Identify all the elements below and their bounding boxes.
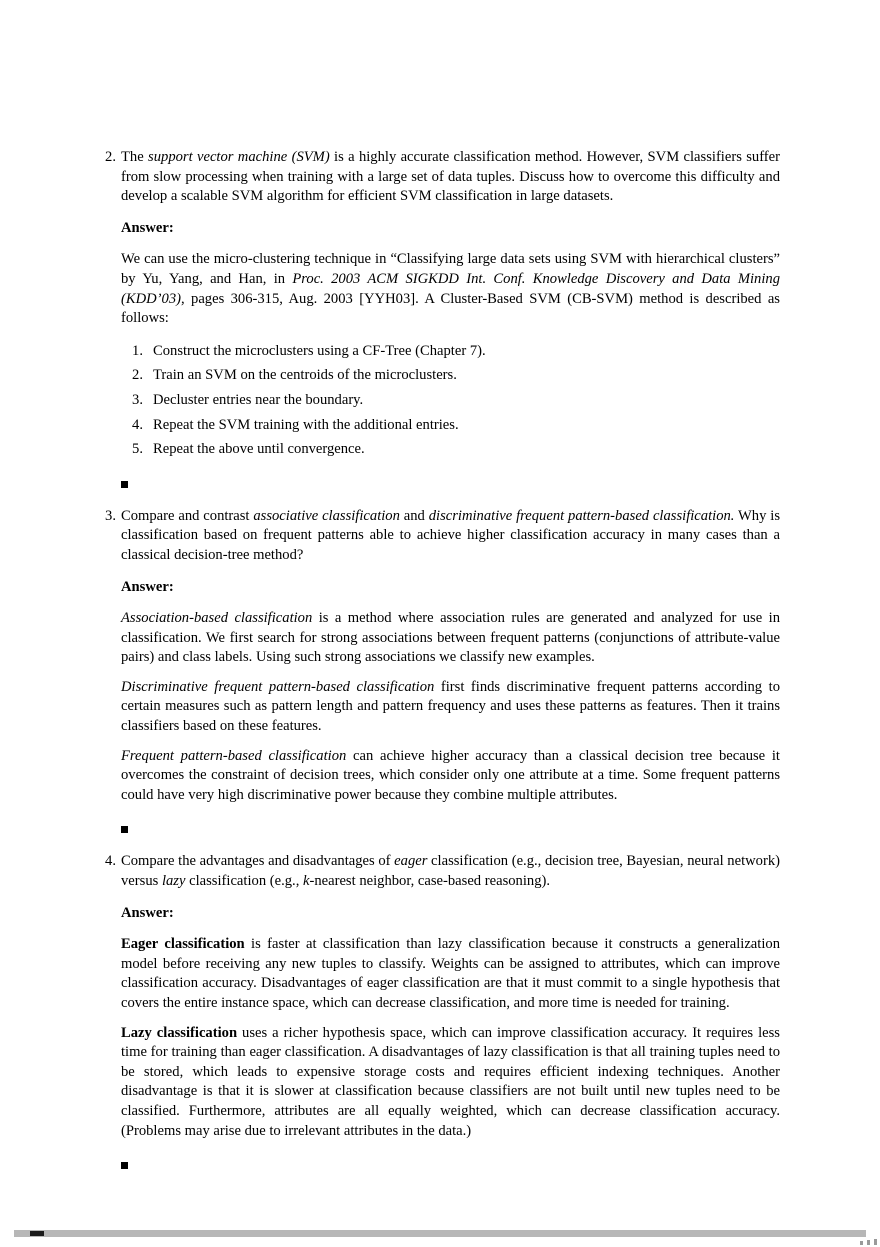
- filled-square-icon: [121, 826, 128, 833]
- body-text: We can use the micro-clustering technique in “Classifying large data sets using SVM with hierarchical clusters” by Yu, Yang, and Han, in: [121, 251, 780, 287]
- document-body: [100, 148, 780, 1170]
- list-item: [121, 416, 780, 436]
- question-text: [121, 148, 780, 207]
- emphasis-text: Frequent pattern-based classification: [121, 747, 347, 764]
- end-of-answer-marker: [121, 820, 780, 834]
- strong-text: Lazy classification: [121, 1024, 238, 1041]
- step-text: Construct the microclusters using a CF-Tree (Chapter 7).: [153, 342, 486, 359]
- problem-number: 2.: [105, 149, 116, 165]
- body-text: is faster at classification than lazy classification because it constructs a generalization model before receiving any new tuples to classify. Weights can be assigned to attributes, which can improve classification accuracy. Disadvantages of eager classification are that it must commit to a single hypothesis that covers the entire instance space, which can decrease classification, and more time is needed for training.: [121, 936, 780, 1011]
- step-number: 1.: [132, 342, 143, 359]
- answer-paragraph: [121, 678, 780, 737]
- problem-number: 4.: [105, 853, 116, 870]
- answer-paragraph: [121, 250, 780, 328]
- horizontal-scrollbar[interactable]: [0, 1230, 880, 1237]
- problem-number: 3.: [105, 507, 116, 524]
- list-item: [121, 366, 780, 386]
- step-text: Train an SVM on the centroids of the microclusters.: [153, 367, 457, 384]
- emphasis-text: Proc. 2003 ACM SIGKDD Int. Conf. Knowledge Discovery and Data Mining (KDD’03): [121, 270, 780, 307]
- list-item: [121, 440, 780, 460]
- body-text: classification (e.g., decision tree, Bayesian, neural network) versus: [121, 853, 780, 890]
- answer-paragraph: [121, 935, 780, 1013]
- answer-label: Answer:: [121, 219, 174, 236]
- body-text: and: [399, 507, 429, 524]
- scrollbar-track[interactable]: [14, 1230, 866, 1237]
- step-number: 3.: [132, 391, 143, 408]
- emphasis-text: discriminative frequent pattern-based classification.: [428, 507, 735, 524]
- scrollbar-thumb[interactable]: [30, 1231, 44, 1236]
- emphasis-text: lazy: [161, 873, 186, 890]
- emphasis-text: associative classification: [253, 507, 400, 524]
- answer-label: Answer:: [121, 578, 174, 595]
- list-item: [121, 391, 780, 411]
- end-of-answer-marker: [121, 1156, 780, 1170]
- step-number: 2.: [132, 367, 143, 384]
- answer-paragraph: [121, 1024, 780, 1142]
- body-text: Why is classification based on frequent patterns able to achieve higher classification accuracy in many cases than a classical decision-tree method?: [121, 507, 781, 563]
- body-text: is a method where association rules are generated and analyzed for use in classification. We first search for strong associations between frequent patterns (conjunctions of attribute-value pairs) and class labels. Using such strong associations we classify new examples.: [121, 610, 780, 666]
- filled-square-icon: [121, 1162, 128, 1169]
- window-resize-grip[interactable]: [855, 1237, 877, 1245]
- body-text: , pages 306-315, Aug. 2003 [YYH03]. A Cluster-Based SVM (CB-SVM) method is described as follows:: [121, 290, 780, 327]
- problem-block: [100, 507, 780, 835]
- step-number: 4.: [132, 416, 143, 433]
- body-text: classification (e.g.,: [185, 873, 303, 890]
- step-text: Decluster entries near the boundary.: [153, 391, 364, 408]
- body-text: Compare and contrast: [121, 507, 254, 524]
- answer-step-list: [121, 342, 780, 460]
- answer-paragraph: [121, 747, 780, 806]
- step-number: 5.: [132, 441, 143, 458]
- filled-square-icon: [121, 481, 128, 488]
- strong-text: Eager classification: [121, 936, 245, 953]
- answer-label: Answer:: [121, 904, 174, 921]
- body-text: uses a richer hypothesis space, which can improve classification accuracy. It requires less time for training than eager classification. A disadvantages of lazy classification is that all training tuples need to be stored, which leads to expensive storage costs and requires efficient indexing techniques. Another disadvantage is that it is slower at classification because classifiers are not built until new tuples need to be classified. Furthermore, attributes are all equally weighted, which can decrease classification accuracy. (Problems may arise due to irrelevant attributes in the data.): [121, 1024, 780, 1139]
- emphasis-text: Discriminative frequent pattern-based classification: [121, 678, 435, 695]
- step-text: Repeat the SVM training with the additional entries.: [153, 416, 459, 433]
- body-text: The: [121, 149, 149, 165]
- end-of-answer-marker: [121, 475, 780, 489]
- body-text: is a highly accurate classification method. However, SVM classifiers suffer from slow processing when training with a large set of data tuples. Discuss how to overcome this difficulty and develop a scalable SVM algorithm for efficient SVM classification in large datasets.: [121, 149, 780, 205]
- emphasis-text: support vector machine (SVM): [148, 149, 330, 165]
- emphasis-text: k: [303, 873, 310, 890]
- body-text: can achieve higher accuracy than a classical decision tree because it overcomes the constraint of decision trees, which consider only one attribute at a time. Some frequent patterns could have very high discriminative power because they combine multiple attributes.: [121, 747, 780, 803]
- emphasis-text: eager: [394, 853, 428, 870]
- body-text: -nearest neighbor, case-based reasoning).: [309, 873, 550, 890]
- body-text: Compare the advantages and disadvantages of: [121, 853, 395, 870]
- question-text: [121, 852, 780, 891]
- answer-paragraph: [121, 609, 780, 668]
- problem-block: [100, 148, 780, 489]
- list-item: [121, 342, 780, 362]
- step-text: Repeat the above until convergence.: [153, 441, 365, 458]
- problem-block: [100, 852, 780, 1170]
- emphasis-text: Association-based classification: [121, 610, 313, 627]
- body-text: first finds discriminative frequent patterns according to certain measures such as pattern length and pattern frequency and uses these patterns as features. Then it trains classifiers based on these features.: [121, 678, 780, 735]
- question-text: [121, 507, 780, 566]
